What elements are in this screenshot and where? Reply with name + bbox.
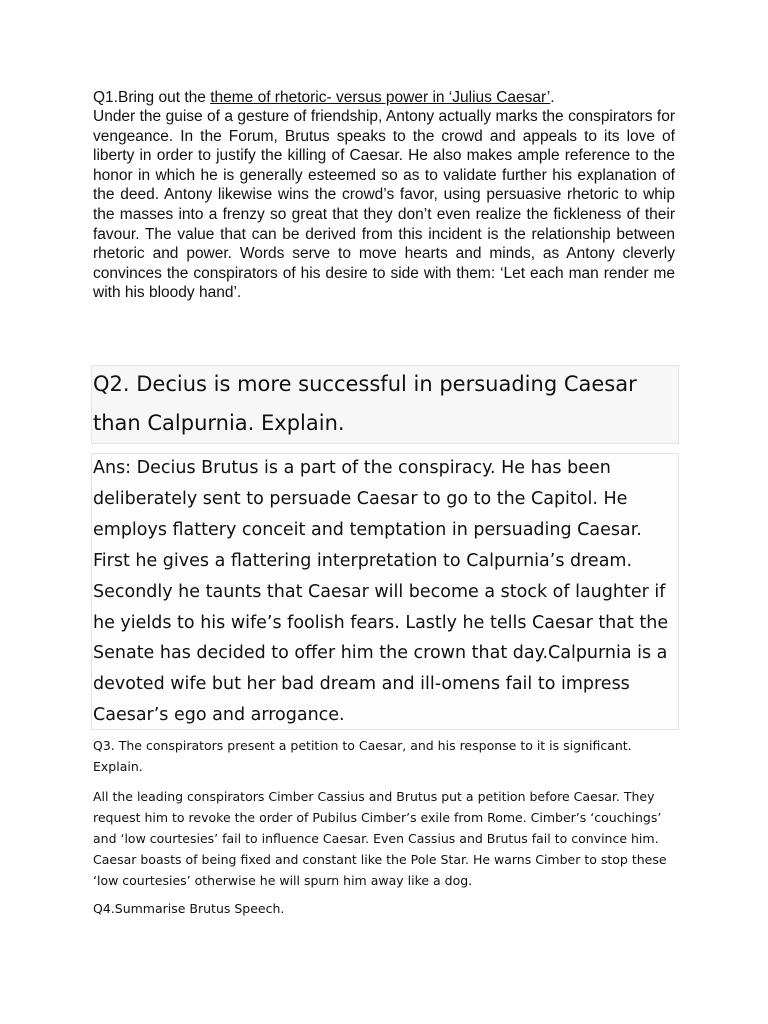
q1-question xyxy=(93,88,683,108)
q2-question: Q2. Decius is more successful in persuading Caesar than Calpurnia. Explain. xyxy=(93,372,637,435)
q1-suffix: . xyxy=(550,89,555,106)
q4-question: Q4.Summarise Brutus Speech. xyxy=(93,901,285,916)
q1-answer: Under the guise of a gesture of friendship, Antony actually marks the conspirators for vengeance. In the Forum, Brutus speaks to the crowd and appeals to its love of liberty in order to justify the killing of Caesar. He also makes ample reference to the honor in which he is generally esteemed so as to validate further his explanation of the deed. Antony likewise wins the crowd’s favor, using persuasive rhetoric to whip the masses into a frenzy so great that they don’t even realize the fickleness of their favour. The value that can be derived from this incident is the relationship between rhetoric and power. Words serve to move hearts and minds, as Antony cleverly convinces the conspirators of his desire to side with them: ‘Let each man render me with his bloody hand’. xyxy=(93,108,675,302)
q3-question: Q3. The conspirators present a petition to Caesar, and his response to it is significant. Explain. xyxy=(93,738,632,774)
q1-underlined-title: theme of rhetoric- versus power in ‘Julius Caesar’ xyxy=(210,89,551,106)
q2-answer: Ans: Decius Brutus is a part of the conspiracy. He has been deliberately sent to persuade Caesar to go to the Capitol. He employs flattery conceit and temptation in persuading Caesar. First he gives a flattering interpretation to Calpurnia’s dream. Secondly he taunts that Caesar will become a stock of laughter if he yields to his wife’s foolish fears. Lastly he tells Caesar that the Senate has decided to offer him the crown that day.Calpurnia is a devoted wife but her bad dream and ill-omens fail to impress Caesar’s ego and arrogance. xyxy=(93,458,669,726)
q1-prefix: Q1.Bring out the xyxy=(93,89,211,106)
q3-answer: All the leading conspirators Cimber Cassius and Brutus put a petition before Caesar. They request him to revoke the order of Pubilus Cimber’s exile from Rome. Cimber’s ‘couchings’ and ‘low courtesies’ fail to influence Caesar. Even Cassius and Brutus fail to convince him. Caesar boasts of being fixed and constant like the Pole Star. He warns Cimber to stop these ‘low courtesies’ otherwise he will spurn him away like a dog. xyxy=(93,789,667,888)
